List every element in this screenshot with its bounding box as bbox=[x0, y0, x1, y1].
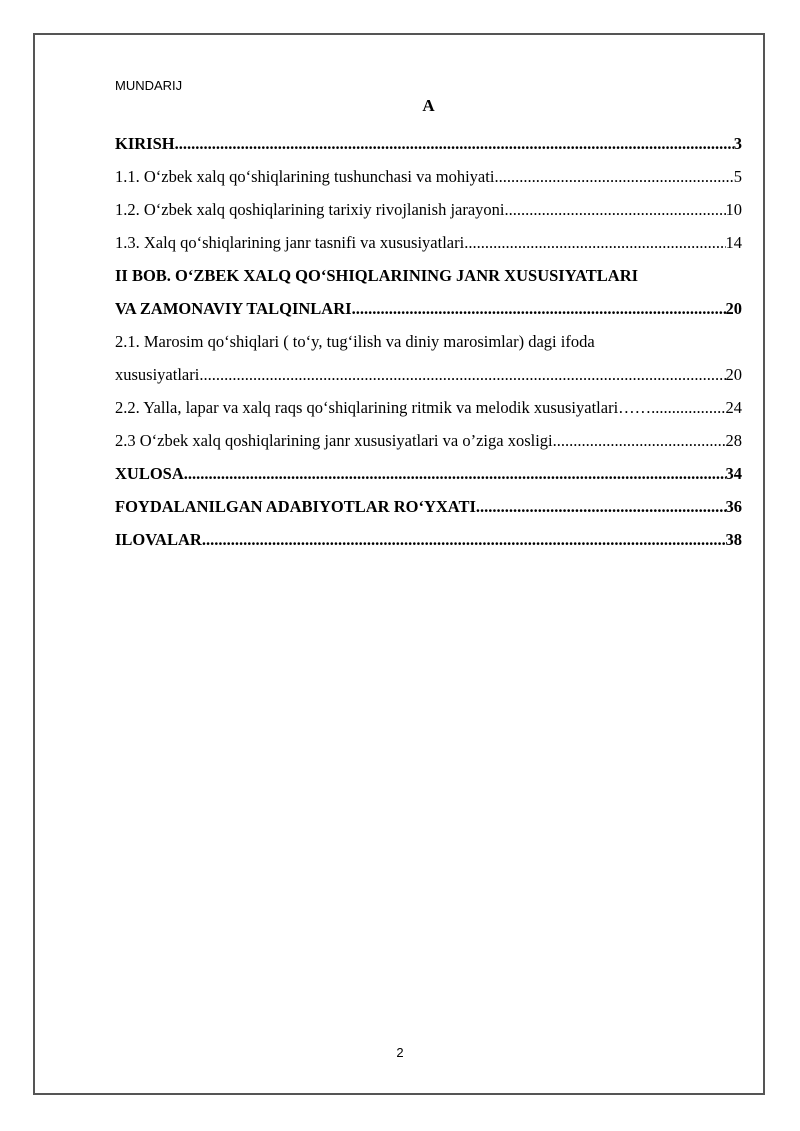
toc-entry-chapter-2-title[interactable]: II BOB. O‘ZBEK XALQ QO‘SHIQLARINING JANR XUSUSIYATLARI bbox=[115, 266, 639, 285]
toc-entry-page: 20 bbox=[725, 365, 742, 384]
toc-entry-page: 34 bbox=[725, 464, 742, 483]
toc-entry-title: 1.1. O‘zbek xalq qo‘shiqlarining tushunchasi va mohiyati bbox=[115, 167, 495, 186]
toc-leader-dots bbox=[476, 490, 726, 523]
toc-entry-kirish[interactable] bbox=[115, 127, 742, 160]
toc-entry-page: 5 bbox=[733, 167, 742, 186]
toc-entry-title: ILOVALAR bbox=[115, 530, 202, 549]
toc-entry-ilovalar[interactable] bbox=[115, 523, 742, 556]
toc-leader-dots bbox=[352, 292, 726, 325]
toc-entry-page: 14 bbox=[725, 233, 742, 252]
toc-entry-page: 38 bbox=[725, 530, 742, 549]
toc-entry-title: 2.3 O‘zbek xalq qoshiqlarining janr xususiyatlari va o’ziga xosligi bbox=[115, 431, 553, 450]
toc-entry-2-1-title[interactable]: 2.1. Marosim qo‘shiqlari ( to‘y, tug‘ilish va diniy marosimlar) dagi ifoda bbox=[115, 332, 595, 351]
toc-entry-2-2[interactable] bbox=[115, 391, 742, 424]
toc-entry-page: 36 bbox=[725, 497, 742, 516]
table-of-contents bbox=[115, 127, 742, 556]
toc-leader-dots bbox=[202, 523, 726, 556]
toc-leader-dots bbox=[553, 424, 726, 457]
toc-entry-chapter-2[interactable] bbox=[115, 292, 742, 325]
toc-entry-title: 1.2. O‘zbek xalq qoshiqlarining tarixiy rivojlanish jarayoni bbox=[115, 200, 505, 219]
toc-entry-1-1[interactable] bbox=[115, 160, 742, 193]
contents-heading-continuation: A bbox=[422, 96, 435, 115]
toc-entry-title: 1.3. Xalq qo‘shiqlarining janr tasnifi va xususiyatlari bbox=[115, 233, 465, 252]
toc-entry-2-1[interactable] bbox=[115, 358, 742, 391]
toc-leader-dots bbox=[505, 193, 726, 226]
toc-entry-page: 10 bbox=[725, 200, 742, 219]
toc-entry-title: KIRISH bbox=[115, 134, 175, 153]
contents-heading: MUNDARIJ bbox=[115, 78, 183, 93]
toc-entry-xulosa[interactable] bbox=[115, 457, 742, 490]
toc-entry-title: xususiyatlari bbox=[115, 365, 200, 384]
toc-entry-page: 28 bbox=[725, 431, 742, 450]
page-number: 2 bbox=[396, 1045, 404, 1060]
toc-entry-page: 24 bbox=[725, 398, 742, 417]
toc-leader-dots bbox=[651, 391, 725, 424]
toc-entry-title: VA ZAMONAVIY TALQINLARI bbox=[115, 299, 352, 318]
toc-entry-1-3[interactable] bbox=[115, 226, 742, 259]
toc-entry-page: 20 bbox=[725, 299, 742, 318]
toc-leader-dots bbox=[494, 160, 733, 193]
toc-entry-1-2[interactable] bbox=[115, 193, 742, 226]
toc-entry-bibliography[interactable] bbox=[115, 490, 742, 523]
toc-entry-2-3[interactable] bbox=[115, 424, 742, 457]
toc-entry-title: XULOSA bbox=[115, 464, 184, 483]
toc-leader-dots bbox=[184, 457, 726, 490]
toc-entry-page: 3 bbox=[733, 134, 742, 153]
toc-leader-dots bbox=[199, 358, 725, 391]
toc-entry-title: FOYDALANILGAN ADABIYOTLAR RO‘YXATI bbox=[115, 497, 476, 516]
toc-entry-title: 2.2. Yalla, lapar va xalq raqs qo‘shiqlarining ritmik va melodik xususiyatlari…… bbox=[115, 398, 652, 417]
toc-leader-dots bbox=[175, 127, 734, 160]
toc-leader-dots bbox=[464, 226, 725, 259]
